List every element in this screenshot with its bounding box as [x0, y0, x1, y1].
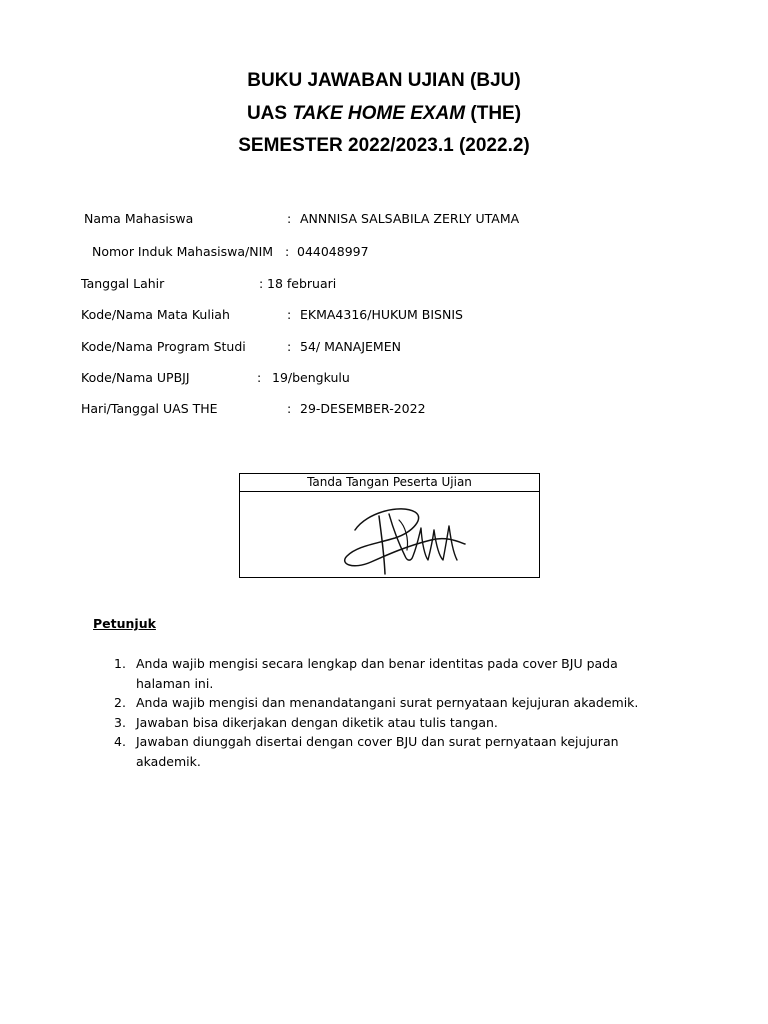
instruction-text: Jawaban bisa dikerjakan dengan diketik atau tulis tangan. [136, 714, 498, 730]
field-separator: : [287, 211, 292, 226]
signature-box [239, 473, 540, 578]
instruction-number: 1. [114, 656, 126, 671]
exam-type-italic: TAKE HOME EXAM [292, 103, 466, 124]
semester-title: SEMESTER 2022/2023.1 (2022.2) [238, 135, 530, 156]
instruction-number: 3. [114, 714, 126, 730]
field-value: 54/ MANAJEMEN [300, 339, 401, 354]
field-separator: : [287, 339, 292, 354]
instruction-item [114, 693, 674, 713]
field-label: Kode/Nama UPBJJ [81, 370, 190, 385]
exam-type-prefix: UAS [246, 103, 293, 124]
field-label: Tanggal Lahir [81, 276, 165, 291]
document-title: BUKU JAWABAN UJIAN (BJU) [247, 70, 521, 91]
instruction-item [114, 732, 674, 771]
instruction-text: Jawaban diunggah disertai dengan cover BJU dan surat pernyataan kejujuran akademik. [136, 734, 619, 769]
instruction-number: 2. [114, 695, 126, 710]
field-value: 19/bengkulu [272, 370, 350, 385]
field-value: 29-DESEMBER-2022 [300, 401, 426, 416]
field-value: ANNNISA SALSABILA ZERLY UTAMA [300, 211, 520, 226]
signature-heading: Tanda Tangan Peserta Ujian [240, 474, 539, 492]
field-value: 18 februari [267, 276, 337, 291]
instruction-number: 4. [114, 734, 126, 749]
field-value: 044048997 [297, 244, 369, 259]
field-label: Kode/Nama Program Studi [81, 339, 246, 354]
instruction-text: Anda wajib mengisi dan menandatangani surat pernyataan kejujuran akademik. [136, 695, 639, 710]
instruction-text: Anda wajib mengisi secara lengkap dan benar identitas pada cover BJU pada halaman ini. [136, 656, 618, 691]
instruction-item [114, 654, 674, 693]
field-label: Kode/Nama Mata Kuliah [81, 307, 230, 322]
handwritten-signature [335, 498, 470, 576]
instruction-item [114, 713, 674, 733]
field-separator: : [287, 401, 292, 416]
instructions-heading: Petunjuk [93, 616, 156, 631]
field-value: EKMA4316/HUKUM BISNIS [300, 307, 463, 322]
field-label: Hari/Tanggal UAS THE [81, 401, 218, 416]
field-separator: : [257, 370, 262, 385]
field-separator: : [285, 244, 290, 259]
field-label: Nomor Induk Mahasiswa/NIM [92, 244, 274, 259]
field-separator: : [259, 276, 264, 291]
field-separator: : [287, 307, 292, 322]
exam-type-suffix: (THE) [465, 103, 522, 124]
field-label: Nama Mahasiswa [84, 211, 194, 226]
instructions-list [114, 654, 674, 771]
exam-type-title [0, 103, 768, 125]
